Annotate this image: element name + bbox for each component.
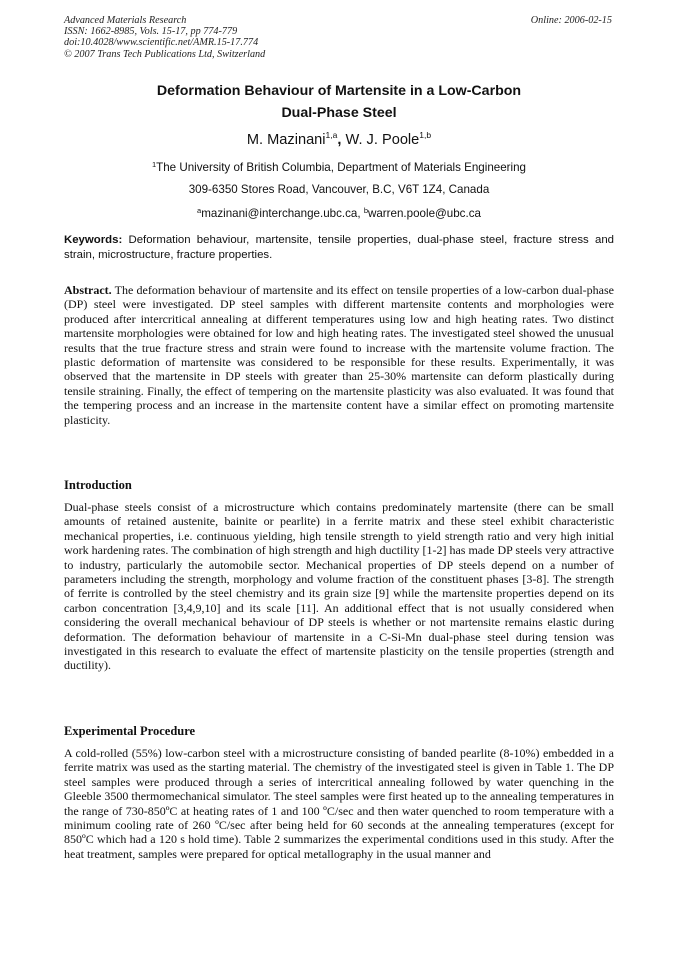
- introduction-heading: Introduction: [64, 478, 132, 492]
- affiliation-institution: [64, 154, 614, 179]
- keywords-text: Deformation behaviour, martensite, tensile properties, dual-phase steel, fracture stress and strain, microstructure, fracture properties.: [64, 234, 614, 261]
- journal-issn: ISSN: 1662-8985, Vols. 15-17, pp 774-779: [64, 26, 238, 38]
- keywords-label: Keywords:: [64, 234, 123, 246]
- paper-title-line-1: Deformation Behaviour of Martensite in a Low-Carbon: [156, 83, 522, 99]
- author-1-affiliation: 1,a: [325, 130, 338, 140]
- experimental-heading: Experimental Procedure: [64, 724, 196, 738]
- author-2-affiliation: 1,b: [419, 130, 432, 140]
- keywords-paragraph: [64, 233, 614, 262]
- email-a-marker: a: [197, 206, 202, 215]
- journal-name: Advanced Materials Research: [64, 15, 187, 26]
- affiliation-block: [64, 154, 614, 225]
- author-1: M. Mazinani: [246, 132, 326, 148]
- online-date: Online: 2006-02-15: [530, 15, 612, 26]
- paper-title: [64, 81, 614, 124]
- abstract-text: The deformation behaviour of martensite and its effect on tensile properties of a low-carbon dual-phase (DP) steel were investigated. DP steel samples with different martensite contents and morphologies were produced after intercritical annealing at different temperatures using low and high heating rates. Two distinct martensite morphologies were obtained for low and high heating rates. The investigated steel showed the unusual results that the true fracture stress and strain were found to increase with the martensite volume fraction. The plastic deformation of martensite was considered to be responsible for these results. Experimentally, it was observed that the martensite in DP steels with greater than 25-30% martensite can deform plastically during tensile straining. Finally, the effect of tempering on the martensite plasticity was also evaluated. It was found that the tempering process and an increase in the martensite content have a similar effect on promoting martensite plasticity.: [64, 283, 614, 427]
- author-emails: [64, 200, 614, 225]
- email-b-marker: b: [363, 206, 368, 215]
- paper-title-line-2: Dual-Phase Steel: [281, 104, 397, 121]
- author-2: W. J. Poole: [345, 132, 420, 148]
- affiliation-name: The University of British Columbia, Department of Materials Engineering: [156, 161, 527, 174]
- journal-copyright: © 2007 Trans Tech Publications Ltd, Switzerland: [64, 48, 266, 60]
- journal-header: [64, 15, 265, 60]
- author-separator: ,: [337, 132, 346, 148]
- affiliation-marker: 1: [151, 160, 157, 169]
- experimental-paragraph: A cold-rolled (55%) low-carbon steel with a microstructure consisting of banded pearlite (8-10%) embedded in a ferrite matrix was used as the starting material. The chemistry of the investigated steel is given in Table 1. The DP steel samples were produced through a series of intercritical annealing followed by water quenching in the Gleeble 3500 thermomechanical simulator. The steel samples were first heated up to the annealing temperatures in the range of 730-850ºC at heating rates of 1 and 100 ºC/sec and then water quenched to room temperature with a minimum cooling rate of 260 ºC/sec after being held for 60 seconds at the annealing temperatures (except for 850ºC which had a 120 s hold time). Table 2 summarizes the experimental conditions used in this study. After the heat treatment, samples were prepared for optical metallography in the usual manner and: [64, 746, 614, 861]
- affiliation-address: 309-6350 Stores Road, Vancouver, B.C, V6T 1Z4, Canada: [188, 182, 490, 196]
- introduction-paragraph: Dual-phase steels consist of a microstructure which contains predominately martensite (there can be small amounts of retained austenite, bainite or pearlite) in a ferrite matrix and these steel exhibit characteristic mechanical properties, i.e. continuous yielding, high tensile strength to yield strength ratio and very high initial work hardening rates. The combination of high strength and high ductility [1-2] has made DP steels very attractive to industry, particularly the automobile sector. Mechanical properties of DP steels depend on a number of parameters including the strength, morphology and volume fraction of the constituent phases [3-8]. The strength of ferrite is controlled by the steel chemistry and its grain size [9] while the martensite properties depend on its carbon concentration [3,4,9,10] and its scale [11]. An additional effect that is not usually considered when considering the overall mechanical behaviour of DP steels is whether or not martensite remains elastic during deformation. The deformation behaviour of martensite in a C-Si-Mn dual-phase steel during tension was investigated in this research to evaluate the effect of martensite plasticity on the tensile properties (strength and ductility).: [64, 500, 614, 673]
- abstract-label: Abstract.: [64, 283, 112, 297]
- author-list: [64, 126, 614, 149]
- abstract-paragraph: [64, 283, 614, 427]
- journal-doi: doi:10.4028/www.scientific.net/AMR.15-17.774: [64, 37, 259, 49]
- email-a[interactable]: mazinani@interchange.ubc.ca,: [201, 207, 364, 220]
- email-b[interactable]: warren.poole@ubc.ca: [367, 207, 481, 220]
